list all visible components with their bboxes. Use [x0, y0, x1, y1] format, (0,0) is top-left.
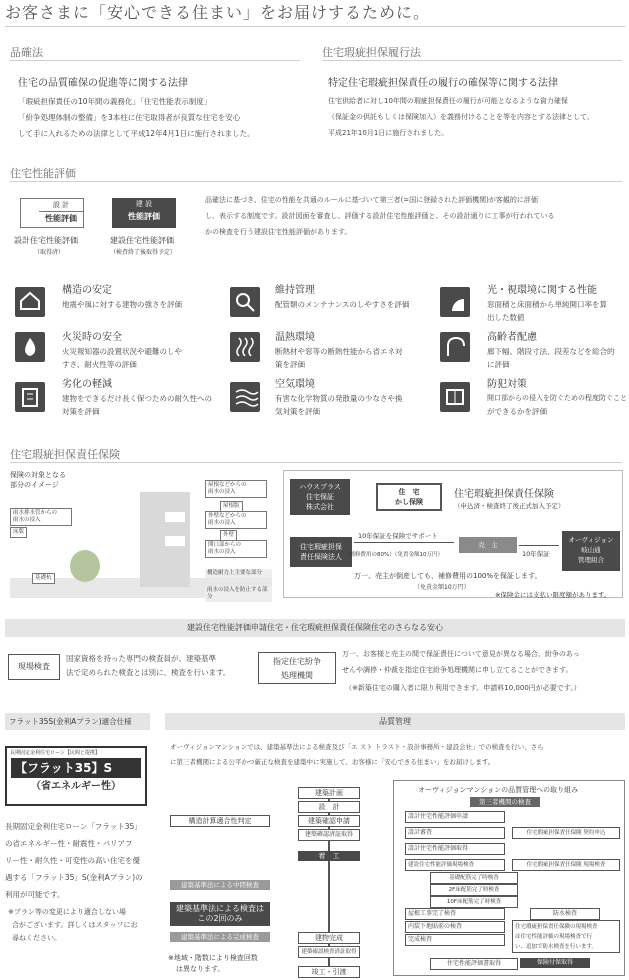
heat-icon [230, 332, 260, 362]
feature-title: 構造の安定 [62, 285, 112, 296]
badge-caption: （取得済） [34, 249, 65, 256]
quality-panel-title: オーヴィジョンマンションの品質管理への取り組み [418, 786, 579, 794]
rikou-text: （保証金の供託もしくは保険加入）を義務付けることを等を内容とする法律として、 [328, 113, 594, 121]
seino-desc: 品確法に基づき、住宅の性能を共通のルールに基づいて第三者(=国に登録された評価機関)が客観的に評価 [205, 196, 538, 204]
feature-desc: 窓面積と床面積から単純開口率を算 [487, 300, 607, 309]
right-step: 保険付保取得 [520, 958, 590, 968]
flow-label: （補修費用の80%）（免責金額10万円） [344, 552, 443, 558]
right-step: 建設住宅性能評価現場検査 [405, 859, 505, 871]
construction-badge: 建 設 性能評価 [112, 198, 176, 228]
funso-box: 指定住宅紛争 処理機関 [258, 652, 336, 684]
handrail-icon [440, 332, 470, 362]
step-keikaku: 建築計画 [298, 787, 360, 799]
flow-label: 万一、売主が倒産しても、補修費用の100%を保証します。 [354, 572, 542, 580]
feature-title: 劣化の軽減 [62, 379, 112, 390]
seino-heading: 住宅性能評価 [10, 167, 76, 180]
flat-text: 長期固定金利住宅ローン「フラット35」 [5, 822, 142, 831]
feature-desc: 建物をできるだけ長く保つための耐久性への [62, 394, 212, 403]
feature-title: 温熱環境 [275, 332, 315, 343]
badge-caption: （検査終了後取得予定） [110, 249, 177, 256]
flat-note: 尋ねください。 [12, 934, 61, 942]
step-kensa-sumi: 建築確認検査済証取得 [298, 946, 360, 958]
feature-desc: 策を評価 [275, 360, 305, 369]
house-icon [15, 287, 45, 317]
hoken-heading: 住宅瑕疵担保責任保険 [10, 448, 120, 461]
rr-note: 住宅瑕疵担保責任保険の現場検査 は住宅性能評価の現場検査で行 い、追加で防水検査を行います。 [512, 920, 620, 953]
hinkaku-law: 住宅の品質確保の促進等に関する法律 [18, 78, 188, 89]
feature-title: 維持管理 [275, 285, 315, 296]
feature-desc: に評価 [487, 360, 510, 369]
right-step: 設計審査 [405, 827, 505, 839]
quality-bar: 品質管理 [165, 713, 625, 730]
label-wall-water: 外壁などからの 雨水の浸入 [205, 511, 267, 529]
flat-note: ※プラン等の変更により適合しない場 [8, 908, 126, 916]
step-kansei: 建物完成 [298, 932, 360, 944]
quality-note: ※地域・階数により検査回数 [168, 954, 258, 962]
rr-step: 住宅瑕疵担保責任保険 現場検査 [512, 859, 620, 871]
sunlight-icon [440, 287, 470, 317]
insurance-note: ※保険金には支払い限度額があります。 [495, 591, 611, 599]
flow-label: 10年保証 [522, 550, 550, 558]
rr-step: 防水検査 [530, 908, 600, 920]
feature-desc: 対策を評価 [62, 407, 100, 416]
quality-intro: オーヴィジョンマンションでは、建築基準法による検査及び「エ スト トラスト・設計事務所・建設会社」での検査を行い、さら [170, 743, 544, 751]
feature-desc: 有害な化学物質の発散量の少なさや換 [275, 394, 403, 403]
seino-desc: し、表示する制度です。設計図面を審査し、評価する設計住宅性能評価と、その設計通りに工事が行われている [205, 212, 555, 220]
air-icon [230, 382, 260, 412]
anshin-bar: 建設住宅性能評価申請住宅・住宅瑕疵担保責任保険住宅のさらなる安心 [5, 619, 625, 637]
title-divider [5, 26, 625, 27]
corp-box: ハウスプラス 住宅保証 株式会社 [290, 479, 350, 515]
genba-box: 現場検査 [8, 654, 60, 680]
step-kakunin: 建築確認申請 [298, 815, 360, 827]
rikou-heading: 住宅瑕疵担保履行法 [322, 46, 421, 59]
feature-desc: 開口部からの侵入を防ぐための程度防ぐこと [487, 394, 627, 402]
building-icon [15, 382, 45, 412]
feature-desc: 断熱材や窓等の断熱性能から省エネ対 [275, 347, 403, 356]
flow-label: 10年保証を保険でサポート [358, 532, 438, 540]
design-badge: 設 計 性能評価 [20, 198, 84, 228]
right-step: 設計住宅性能評価申請 [405, 811, 505, 823]
feature-desc: 出した数値 [487, 313, 525, 322]
insurance-scheme [283, 470, 623, 598]
quality-note: は異なります。 [176, 965, 225, 973]
feature-desc: 廊下幅、階段寸法、段差などを総合的 [487, 347, 615, 356]
genba-text: 国家資格を持った専門の検査員が、建築基準 [66, 654, 216, 663]
label-roof: 屋根などからの 雨水の浸入 [205, 480, 267, 498]
feature-title: 空気環境 [275, 379, 315, 390]
feature-title: 高齢者配慮 [487, 332, 537, 343]
right-step: 設計住宅性能評価取得 [405, 843, 505, 855]
kashi-mark: 住 宅 かし保険 [376, 483, 442, 511]
flat35-logo: 長期固定金利住宅ローン【民間と提携】 【フラット35】S （省エネルギー性） [5, 746, 147, 806]
label-wall: 外壁 [220, 530, 237, 541]
hinkaku-text: 「紛争処理体制の整備」を3本柱に住宅取得者が良質な住宅を安心 [18, 113, 241, 122]
right-step: 内装下地貼前の検査 [405, 921, 505, 933]
fire-icon [15, 332, 45, 362]
right-step: 住宅性能評価書取得 [430, 958, 518, 970]
insurance-sub: （申込済・検査終了後正式加入予定） [454, 502, 565, 510]
buyer-box: オーヴィジョン 岐山通 管理組合 [562, 531, 620, 571]
illustration-title: 部分のイメージ [10, 481, 59, 489]
rikou-text: 平成21年10月1日に施行されました。 [328, 129, 449, 137]
label-opening: 開口部からの 雨水の浸入 [205, 540, 267, 558]
feature-title: 光・視環境に関する性能 [487, 285, 597, 296]
flat-bar: フラット35S(金利Aプラン)適合仕様 [5, 713, 150, 730]
rikou-text: 住宅供給者に対し10年間の瑕疵担保責任の履行が可能となるような資力確保 [328, 97, 568, 105]
label-pile: 基礎杭 [32, 573, 55, 584]
seller-box: 売 主 [459, 537, 517, 553]
funso-text: 万一、お客様と売主の間で保証責任について意見が異なる場合、紛争のあっ [342, 650, 580, 658]
step-kakunin-sumi: 建築確認済証取得 [298, 829, 360, 841]
third-party-label: 第三者機関の検査 [470, 797, 540, 807]
badge-caption: 設計住宅性能評価 [14, 236, 78, 245]
feature-desc: すさ、耐火性等の評価 [62, 360, 137, 369]
flat-text: 遇する「フラット35」S(金利Aプラン)の [5, 873, 143, 882]
genba-text: 法で定められた検査とは別に、検査を行います。 [66, 668, 231, 677]
hinkaku-heading: 品確法 [10, 46, 43, 59]
security-icon [440, 382, 470, 412]
feature-title: 火災時の安全 [62, 332, 122, 343]
feature-title: 防犯対策 [487, 379, 527, 390]
right-step: 屋根工事完了検査 [405, 908, 505, 920]
label-structure: 構造耐力上主要な部分 [205, 569, 272, 578]
feature-desc: ができるかを評価 [487, 407, 547, 416]
flat-text: の省エネルギー性・耐震性・バリアフ [5, 839, 133, 848]
rikou-law: 特定住宅瑕疵担保責任の履行の確保等に関する法律 [328, 78, 558, 89]
flow-label: （免責金額10万円） [414, 584, 470, 591]
feature-desc: 地震や風に対する建物の強さを評価 [62, 300, 182, 309]
flat-note: 合がございます。詳しくはスタッフにお [12, 921, 138, 929]
insurance-name: 住宅瑕疵担保責任保険 [454, 489, 554, 500]
right-step: 2F床配筋完了時検査 [430, 884, 518, 896]
seino-desc: かの検査を行う建設住宅性能評価があります。 [205, 228, 352, 236]
step-chakko: 着 工 [298, 851, 360, 861]
hinkaku-text: 「瑕疵担保責任の10年間の義務化」「住宅性能表示制度」 [18, 97, 212, 106]
label-roofslab: 屋根版 [220, 501, 243, 512]
houjin-box: 住宅瑕疵担保 責任保険法人 [290, 537, 352, 567]
right-step: 10F床配筋完了時検査 [430, 896, 518, 908]
kensa-2kai: 建築基準法による検査は この2回のみ [170, 902, 270, 926]
kozo-hantei: 構造計算適合性判定 [170, 815, 270, 827]
flat-text: 利用が可能です。 [5, 890, 65, 899]
badge-caption: 建設住宅性能評価 [110, 236, 174, 245]
step-hikiwatashi: 竣工・引渡 [298, 966, 360, 978]
step-sekkei: 設 計 [298, 801, 360, 813]
magnifier-icon [230, 287, 260, 317]
flat-text: リー性・耐久性・可変性の高い住宅を優 [5, 856, 140, 865]
insurance-illustration [10, 470, 272, 598]
page-title: お客さまに「安心できる住まい」をお届けするために。 [5, 3, 431, 22]
chukan-kensa: 建築基準法による中間検査 [170, 880, 270, 890]
feature-desc: 配管類のメンテナンスのしやすさを評価 [275, 300, 410, 309]
illustration-title: 保険の対象となる [10, 471, 66, 479]
hinkaku-text: して手に入れるための法律として平成12年4月1日に施行されました。 [18, 129, 255, 138]
kansei-kensa: 建築基準法による完成検査 [170, 932, 270, 942]
label-water-prevent: 雨水の浸入を防止する部分 [205, 586, 272, 602]
right-step: 完成検査 [405, 934, 505, 946]
rr-step: 住宅瑕疵担保責任保険 契約申込 [512, 827, 620, 839]
feature-desc: 気対策を評価 [275, 407, 320, 416]
right-step: 基礎配筋完了時検査 [430, 872, 518, 884]
quality-intro: に第三者機関による公平かつ厳正な検査を建築中に実施して、お客様に「安心できる住まい」をお届けします。 [170, 758, 495, 766]
label-drain: 雨水排水管からの 雨水の浸入 [10, 508, 72, 526]
funso-text: （※新築住宅の購入者に限り利用できます。申請料10,000円が必要です。） [345, 684, 581, 692]
label-floor: 床版 [10, 527, 27, 538]
funso-text: せんや調停・仲裁を指定住宅紛争処理機関に申し立てることができます。 [342, 666, 573, 674]
feature-desc: 火災報知器の設置状況や避難のしや [62, 347, 182, 356]
